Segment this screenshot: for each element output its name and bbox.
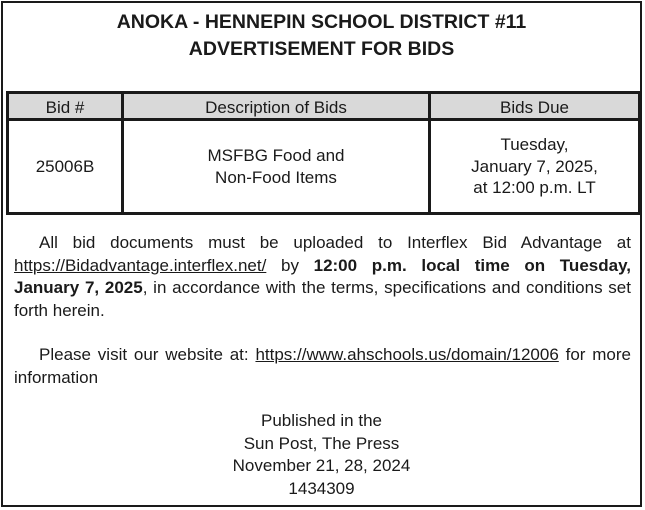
instructions-paragraph: [14, 232, 631, 322]
description-cell: [123, 120, 430, 214]
deadline-text: 12:00 p.m. local time on Tuesday, January 7, 2025: [14, 255, 631, 297]
instructions-text: All bid documents must be uploaded to Interflex Bid Advantage at: [39, 233, 631, 252]
due-line: Tuesday,: [500, 135, 569, 155]
due-line: at 12:00 p.m. LT: [473, 178, 596, 198]
notice-body: [14, 232, 631, 389]
ad-number: 1434309: [288, 478, 355, 498]
advertisement-title: [3, 9, 640, 63]
website-text: for more information: [14, 345, 631, 387]
instructions-text: by: [266, 255, 314, 275]
column-header-bids-due: Bids Due: [430, 93, 640, 120]
table-row: [8, 120, 640, 214]
column-header-bid-number: Bid #: [8, 93, 123, 120]
district-name: ANOKA - HENNEPIN SCHOOL DISTRICT #11: [116, 11, 527, 33]
due-line: January 7, 2025,: [471, 156, 598, 176]
column-header-description: Description of Bids: [123, 93, 430, 120]
bids-due-cell: [430, 120, 640, 214]
bid-advertisement: [1, 1, 642, 507]
publication-line: Published in the: [261, 411, 382, 430]
publication-info: [3, 410, 640, 500]
advertisement-type: ADVERTISEMENT FOR BIDS: [188, 38, 455, 60]
description-line: Non-Food Items: [215, 167, 337, 187]
bid-table: [6, 91, 641, 215]
district-website-link[interactable]: https://www.ahschools.us/domain/12006: [255, 345, 559, 364]
instructions-text: , in accordance with the terms, specifications and conditions set forth herein.: [14, 278, 631, 320]
bid-number-cell: 25006B: [8, 120, 123, 214]
bid-advantage-link[interactable]: https://Bidadvantage.interflex.net/: [14, 255, 267, 275]
website-text: Please visit our website at:: [39, 345, 256, 364]
description-line: MSFBG Food and: [207, 146, 345, 165]
website-paragraph: [14, 344, 631, 389]
publication-dates: November 21, 28, 2024: [232, 456, 411, 475]
publication-newspapers: Sun Post, The Press: [243, 433, 400, 453]
table-header-row: [8, 93, 640, 120]
